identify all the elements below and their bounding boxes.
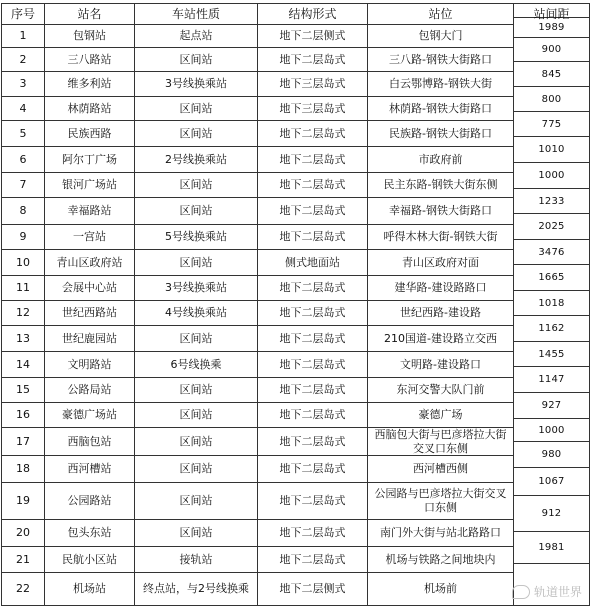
cell-station-location: 青山区政府对面 (402, 255, 479, 269)
cell-station-name: 民航小区站 (62, 552, 117, 566)
distance-value: 775 (541, 118, 562, 130)
cell-structure-type: 地下二层岛式 (279, 462, 346, 475)
cell-station-name: 三八路站 (67, 52, 112, 66)
cell-structure-type: 地下二层侧式 (279, 582, 346, 595)
cell-station-type: 6号线换乘 (170, 357, 222, 371)
cell-row-number: 20 (16, 526, 30, 539)
cell-structure-type: 地下三层岛式 (279, 77, 346, 90)
distance-value: 845 (541, 68, 562, 80)
cell-row-number: 4 (19, 101, 27, 115)
cell-structure-type: 地下二层侧式 (279, 29, 346, 42)
cell-row-number: 2 (19, 52, 27, 66)
cell-station-location: 东河交警大队门前 (396, 383, 485, 396)
cell-station-name: 青山区政府站 (56, 255, 123, 269)
cell-row-number: 10 (16, 255, 30, 269)
cell-row-number: 14 (16, 357, 30, 371)
cell-station-location: 南门外大街与站北路路口 (380, 526, 501, 539)
cell-structure-type: 地下二层岛式 (279, 357, 346, 371)
cell-station-location: 文明路-建设路口 (400, 357, 481, 371)
wechat-icon (512, 585, 530, 599)
cell-row-number: 22 (16, 582, 30, 595)
cell-station-type: 区间站 (179, 52, 213, 66)
cell-structure-type: 地下二层岛式 (279, 281, 346, 294)
cell-station-name: 会展中心站 (62, 281, 117, 294)
cell-station-name: 民族西路 (67, 126, 112, 140)
cell-structure-type: 地下二层岛式 (279, 230, 346, 243)
cell-station-name: 银河广场站 (62, 178, 117, 191)
cell-station-name: 包钢站 (73, 29, 106, 42)
cell-row-number: 11 (16, 281, 30, 294)
cell-station-type: 终点站，与2号线换乘 (143, 582, 249, 595)
distance-value: 1233 (538, 195, 565, 207)
cell-station-location: 市政府前 (418, 152, 463, 166)
cell-station-type: 区间站 (179, 101, 213, 115)
cell-station-name: 公路局站 (67, 383, 112, 396)
watermark (512, 583, 582, 600)
header-station-type: 车站性质 (171, 7, 220, 21)
cell-row-number: 12 (16, 306, 30, 319)
cell-station-type: 区间站 (179, 383, 213, 396)
cell-station-location: 机场与铁路之间地块内 (385, 552, 496, 566)
cell-station-location: 民族路-钢铁大街路口 (389, 126, 492, 140)
distance-value: 1018 (538, 297, 565, 309)
cell-structure-type: 地下二层岛式 (279, 178, 346, 191)
distance-value: 800 (541, 93, 562, 105)
cell-station-name: 世纪西路站 (62, 306, 117, 319)
cell-station-name: 维多利站 (67, 77, 112, 90)
cell-station-location: 白云鄂博路-钢铁大街 (389, 77, 492, 90)
header-station-distance: 站间距 (533, 7, 570, 21)
cell-station-type: 区间站 (179, 462, 213, 475)
distance-value: 927 (541, 400, 562, 411)
cell-station-type: 4号线换乘站 (165, 306, 227, 319)
cell-station-name: 机场站 (73, 582, 106, 595)
cell-structure-type: 地下二层岛式 (279, 494, 346, 507)
cell-station-location: 幸福路-钢铁大街路口 (389, 204, 492, 217)
cell-row-number: 17 (16, 434, 30, 448)
distance-value: 900 (541, 44, 562, 55)
cell-structure-type: 地下二层岛式 (279, 552, 346, 566)
header-station-name: 站名 (77, 7, 102, 21)
cell-station-location: 建华路-建设路路口 (394, 281, 487, 294)
cell-station-location: 世纪西路-建设路 (400, 306, 481, 319)
header-station-location: 站位 (428, 7, 453, 21)
cell-station-type: 接轨站 (179, 552, 213, 566)
cell-station-type: 5号线换乘站 (165, 230, 227, 243)
cell-station-location: 210国道-建设路立交西 (384, 331, 497, 345)
cell-structure-type: 侧式地面站 (285, 255, 340, 269)
cell-station-location: 机场前 (424, 582, 457, 595)
cell-row-number: 15 (16, 383, 30, 396)
distance-value: 3476 (538, 246, 565, 258)
watermark-text: 轨道世界 (533, 585, 582, 599)
cell-row-number: 1 (19, 29, 27, 42)
distance-value: 1981 (538, 542, 565, 553)
cell-station-name: 包头东站 (67, 526, 112, 539)
cell-row-number: 3 (19, 77, 27, 90)
cell-station-type: 区间站 (179, 331, 213, 345)
cell-row-number: 16 (16, 408, 30, 421)
cell-structure-type: 地下二层岛式 (279, 126, 346, 140)
distance-value: 1455 (538, 348, 565, 360)
cell-structure-type: 地下二层岛式 (279, 152, 346, 166)
cell-station-location: 呼得木林大街-钢铁大街 (383, 230, 498, 243)
cell-row-number: 7 (19, 178, 27, 191)
header-structure-type: 结构形式 (288, 7, 337, 21)
cell-station-location: 西河槽西侧 (413, 462, 468, 475)
cell-station-name: 幸福路站 (67, 204, 112, 217)
distance-value: 1000 (538, 424, 565, 436)
cell-station-location: 林荫路-钢铁大街路口 (389, 101, 492, 115)
cell-station-name: 豪德广场站 (62, 408, 117, 421)
cell-station-name: 西脑包站 (67, 434, 112, 448)
cell-station-type: 区间站 (179, 526, 213, 539)
distance-value: 1147 (538, 374, 565, 385)
cell-station-location: 包钢大门 (418, 29, 463, 42)
distance-value: 1010 (538, 144, 565, 155)
cell-structure-type: 地下二层岛式 (279, 306, 346, 319)
cell-structure-type: 地下二层岛式 (279, 52, 346, 66)
cell-station-type: 区间站 (179, 178, 213, 191)
cell-row-number: 8 (19, 204, 27, 217)
cell-station-type: 区间站 (179, 204, 213, 217)
cell-station-name: 公园路站 (67, 494, 112, 507)
header-row-number: 序号 (10, 7, 35, 21)
distance-value: 912 (541, 508, 562, 519)
cell-station-location: 豪德广场 (418, 408, 463, 421)
cell-row-number: 19 (16, 494, 30, 507)
cell-row-number: 13 (16, 331, 30, 345)
cell-row-number: 21 (16, 552, 30, 566)
cell-structure-type: 地下二层岛式 (279, 526, 346, 539)
cell-row-number: 6 (19, 152, 27, 166)
cell-station-type: 起点站 (179, 29, 213, 42)
distance-value: 1665 (538, 272, 565, 283)
cell-row-number: 5 (19, 126, 27, 140)
cell-station-type: 区间站 (179, 434, 213, 448)
distance-value: 1000 (538, 170, 565, 181)
cell-station-location: 西脑包大街与巴彦塔拉大街交叉口东侧 (374, 428, 507, 455)
cell-station-type: 区间站 (179, 126, 213, 140)
cell-station-name: 文明路站 (67, 357, 112, 371)
cell-station-location: 三八路-钢铁大街路口 (389, 52, 492, 66)
cell-station-type: 区间站 (179, 494, 213, 507)
distance-value: 1162 (538, 323, 565, 334)
cell-station-name: 西河槽站 (67, 462, 112, 475)
cell-station-type: 2号线换乘站 (165, 152, 227, 166)
cell-station-type: 区间站 (179, 408, 213, 421)
cell-row-number: 18 (16, 462, 30, 475)
cell-structure-type: 地下二层岛式 (279, 383, 346, 396)
cell-structure-type: 地下二层岛式 (279, 204, 346, 217)
distance-value: 2025 (538, 221, 565, 232)
cell-station-type: 3号线换乘站 (165, 281, 227, 294)
cell-station-name: 林荫路站 (67, 101, 112, 115)
cell-structure-type: 地下二层岛式 (279, 408, 346, 421)
distance-value: 1989 (538, 22, 565, 33)
cell-structure-type: 地下三层岛式 (279, 101, 346, 115)
cell-station-location: 公园路与巴彦塔拉大街交叉口东侧 (374, 487, 507, 514)
cell-station-type: 3号线换乘站 (165, 77, 227, 90)
cell-station-type: 区间站 (179, 255, 213, 269)
distance-value: 980 (541, 449, 562, 460)
distance-value: 1067 (538, 476, 565, 487)
cell-row-number: 9 (19, 230, 27, 243)
cell-station-name: 世纪鹿园站 (62, 331, 117, 345)
cell-structure-type: 地下二层岛式 (279, 434, 346, 448)
cell-station-location: 民主东路-钢铁大街东侧 (383, 178, 498, 191)
cell-station-name: 一宫站 (73, 230, 106, 243)
cell-station-name: 阿尔丁广场 (62, 152, 117, 166)
cell-structure-type: 地下二层岛式 (279, 331, 346, 345)
